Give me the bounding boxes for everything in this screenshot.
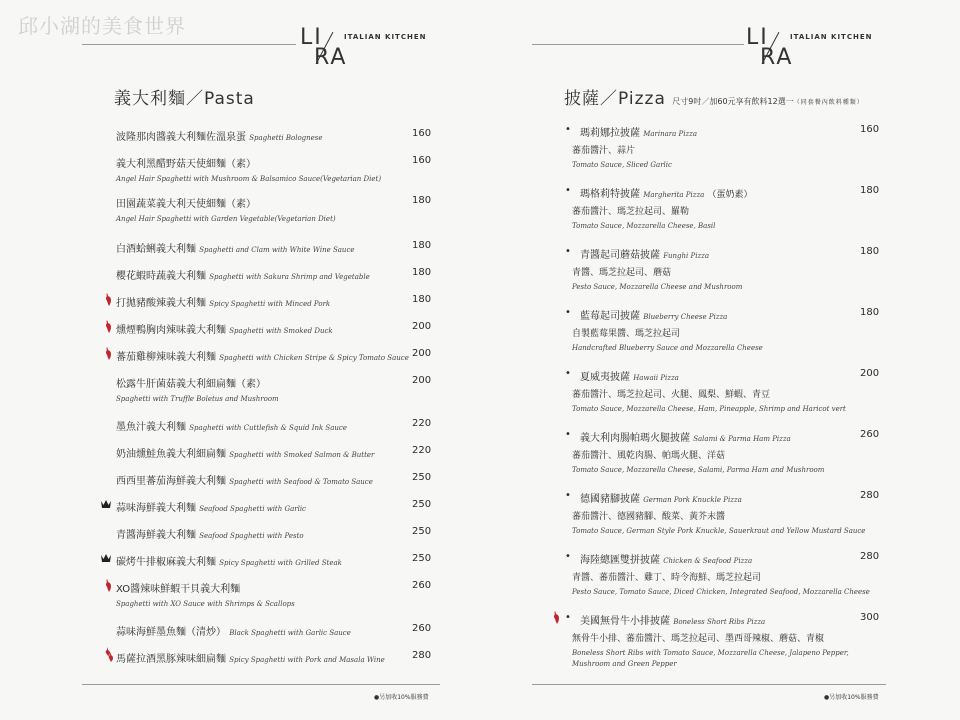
pizza-drink-note: （同套餐內飲料種類） (793, 99, 864, 106)
pasta-item (82, 128, 440, 143)
item-ingredients-zh: 自製藍莓果醬、瑪芝拉起司 (572, 329, 681, 339)
pizza-item (532, 246, 886, 291)
pasta-item (82, 650, 440, 665)
pizza-item (532, 368, 886, 413)
pizza-page (532, 0, 886, 720)
section-title-pizza (564, 84, 864, 109)
item-name-zh: 義大利黑醋野菇天使細麵（素） (116, 159, 256, 170)
item-name-en: Spaghetti with Cuttlefish & Squid Ink Sauce (189, 424, 347, 432)
bullet-icon: • (565, 185, 571, 196)
item-price: 300 (860, 612, 880, 623)
item-ingredients-zh: 蕃茄醬汁、蒜片 (572, 146, 636, 156)
item-name-en: Spaghetti Bolognese (249, 134, 323, 142)
item-name-en: Black Spaghetti with Garlic Sauce (229, 629, 351, 637)
item-name-zh: 馬薩拉酒黑豚辣味細扁麵 (116, 654, 226, 665)
pasta-item (82, 321, 440, 336)
item-name-zh: 蕃茄雞柳辣味義大利麵 (116, 352, 216, 363)
item-name-en: Spicy Spaghetti with Grilled Steak (219, 559, 342, 567)
item-ingredients-en: Tomato Sauce, Mozzarella Cheese, Basil (572, 222, 716, 230)
item-ingredients-zh: 蕃茄醬汁、瑪芝拉起司、火腿、鳳梨、鮮蝦、青豆 (572, 390, 771, 400)
item-price: 280 (860, 551, 880, 562)
logo-mark-bottom: RA (314, 45, 348, 70)
item-ingredients-en: Pesto Sauce, Tomato Sauce, Diced Chicken, Integrated Seafood, Mozzarella Cheese (572, 588, 870, 596)
item-ingredients-en: Pesto Sauce, Mozzarella Cheese and Mushroom (572, 283, 743, 291)
item-name-zh: 碳烤牛排椒麻義大利麵 (116, 557, 216, 568)
item-price: 250 (412, 472, 432, 483)
item-name-en: Angel Hair Spaghetti with Garden Vegetable(Vegetarian Diet) (116, 215, 336, 223)
pizza-item (532, 490, 886, 535)
pizza-item (532, 124, 886, 169)
pizza-title: 披薩／Pizza (564, 89, 666, 109)
pasta-item (82, 418, 440, 433)
item-name-en: Seafood Spaghetti with Pesto (199, 532, 304, 540)
item-name-en: Spaghetti with Truffle Boletus and Mushroom (116, 395, 279, 403)
logo-subtitle: ITALIAN KITCHEN (344, 33, 427, 41)
item-name-zh: 蒜味海鮮義大利麵 (116, 503, 196, 514)
service-charge-note: ●另加收10%服務費 (374, 694, 429, 701)
item-name-en: Seafood Spaghetti with Garlic (199, 505, 306, 513)
item-price: 200 (412, 321, 432, 332)
item-name-en: Hawaii Pizza (633, 374, 679, 382)
pizza-item (532, 307, 886, 352)
chili-icon (552, 611, 560, 624)
item-name-zh: 瑪格莉特披薩 (580, 189, 640, 200)
item-ingredients-en: Tomato Sauce, Mozzarella Cheese, Ham, Pineapple, Shrimp and Haricot vert (572, 405, 846, 413)
item-price: 180 (412, 240, 432, 251)
bullet-icon: • (565, 490, 571, 501)
service-charge-note: ●另加收10%服務費 (824, 694, 879, 701)
crown-icon (100, 553, 112, 563)
item-price: 180 (860, 307, 880, 318)
item-name-zh: 義大利肉腸帕瑪火腿披薩 (580, 433, 690, 444)
double-chili-icon (104, 647, 114, 662)
pasta-item (82, 375, 440, 403)
item-name-zh: 白酒蛤蜊義大利麵 (116, 244, 196, 255)
item-name-en: Spaghetti and Clam with White Wine Sauce (199, 246, 355, 254)
item-name-zh: XO醬辣味鮮蝦干貝義大利麵 (116, 584, 241, 595)
item-price: 220 (412, 445, 432, 456)
item-name-zh: 海陸總匯雙拼披薩 (580, 555, 660, 566)
item-name-en: Blueberry Cheese Pizza (643, 313, 728, 321)
item-ingredients-en: Handcrafted Blueberry Sauce and Mozzarella Cheese (572, 344, 763, 352)
bottom-rule (532, 684, 886, 685)
item-name-en: Funghi Pizza (663, 252, 710, 260)
pasta-item (82, 155, 440, 183)
item-ingredients-en: Boneless Short Ribs with Tomato Sauce, Mozzarella Cheese, Jalapeno Pepper, (572, 649, 849, 657)
item-name-en: Marinara Pizza (643, 130, 698, 138)
item-price: 160 (860, 124, 880, 135)
pizza-size-note: 尺寸9吋／加60元享有飲料12選一 (672, 97, 794, 106)
item-name-en: Chicken & Seafood Pizza (663, 557, 753, 565)
item-name-en: Spicy Spaghetti with Pork and Masala Wine (229, 656, 385, 664)
pizza-item (532, 612, 886, 668)
item-ingredients-en: Tomato Sauce, Mozzarella Cheese, Salami, Parma Ham and Mushroom (572, 466, 825, 474)
item-price: 260 (860, 429, 880, 440)
pasta-item (82, 553, 440, 568)
item-name-en: Spaghetti with Smoked Duck (229, 327, 333, 335)
item-price: 160 (412, 155, 432, 166)
item-name-en: Spaghetti with Smoked Salmon & Butter (229, 451, 375, 459)
item-name-en: Margherita Pizza (643, 191, 705, 199)
item-price: 250 (412, 553, 432, 564)
item-name-zh: 櫻花蝦時蔬義大利麵 (116, 271, 206, 282)
item-price: 200 (412, 375, 432, 386)
item-price: 250 (412, 499, 432, 510)
logo-mark-bottom: RA (760, 45, 794, 70)
item-ingredients-en: Tomato Sauce, Sliced Garlic (572, 161, 672, 169)
item-price: 250 (412, 526, 432, 537)
logo-mark-top: LI (746, 25, 769, 50)
top-rule (82, 44, 296, 45)
item-name-zh: 奶油燻鮭魚義大利細扁麵 (116, 449, 226, 460)
watermark: 邱小湖的美食世界 (18, 14, 186, 38)
item-name-zh: 打拋豬酸辣義大利麵 (116, 298, 206, 309)
item-name-en: Salami & Parma Ham Pizza (693, 435, 791, 443)
bullet-icon: • (565, 368, 571, 379)
item-name-zh: 墨魚汁義大利麵 (116, 422, 186, 433)
item-price: 260 (412, 580, 432, 591)
item-ingredients-zh: 青醬、瑪芝拉起司、蘑菇 (572, 268, 672, 278)
bullet-icon: • (565, 612, 571, 623)
bullet-icon: • (565, 124, 571, 135)
item-name-zh: 波隆那肉醬義大利麵佐溫泉蛋 (116, 132, 246, 143)
item-name-en: German Pork Knuckle Pizza (643, 496, 742, 504)
bullet-icon: • (565, 551, 571, 562)
bullet-icon: • (565, 246, 571, 257)
item-ingredients-zh: 蕃茄醬汁、德國豬腳、酸菜、黃芥末醬 (572, 512, 726, 522)
pasta-item (82, 445, 440, 460)
bottom-rule (82, 684, 440, 685)
top-rule (532, 44, 744, 45)
item-name-zh: 藍莓起司披薩 (580, 311, 640, 322)
pasta-item (82, 499, 440, 514)
item-name-zh: 美國無骨牛小排披薩 (580, 616, 670, 627)
item-price: 200 (412, 348, 432, 359)
brand-logo (300, 25, 427, 70)
chili-icon (104, 293, 112, 306)
chili-icon (104, 320, 112, 333)
item-price: 180 (860, 246, 880, 257)
item-name-zh: 西西里蕃茄海鮮義大利麵 (116, 476, 226, 487)
item-name-en: Spaghetti with XO Sauce with Shrimps & Scallops (116, 600, 295, 608)
item-name-zh: 燻煙鴨胸肉辣味義大利麵 (116, 325, 226, 336)
item-ingredients-en-2: Mushroom and Green Pepper (572, 660, 677, 668)
pasta-item (82, 195, 440, 223)
pasta-item (82, 267, 440, 282)
bullet-icon: • (565, 429, 571, 440)
item-name-zh: 青醬海鮮義大利麵 (116, 530, 196, 541)
item-price: 280 (412, 650, 432, 661)
pasta-item (82, 580, 440, 608)
item-ingredients-zh: 青醬、蕃茄醬汁、雞丁、時令海鮮、瑪芝拉起司 (572, 573, 762, 583)
item-price: 180 (412, 195, 432, 206)
pasta-item (82, 472, 440, 487)
item-name-zh: 瑪莉娜拉披薩 (580, 128, 640, 139)
item-name-zh: 松露牛肝菌菇義大利細扁麵（素） (116, 379, 266, 390)
item-name-en: Spicy Spaghetti with Minced Pork (209, 300, 331, 308)
chili-icon (104, 347, 112, 360)
pasta-item (82, 294, 440, 309)
pizza-item (532, 551, 886, 596)
item-name-en: Boneless Short Ribs Pizza (673, 618, 766, 626)
item-name-en: Spaghetti with Chicken Stripe & Spicy Tomato Sauce (219, 354, 409, 362)
pizza-item (532, 429, 886, 474)
item-name-en: Angel Hair Spaghetti with Mushroom & Balsamico Sauce(Vegetarian Diet) (116, 175, 382, 183)
pasta-item (82, 526, 440, 541)
item-price: 180 (412, 294, 432, 305)
item-name-en: Spaghetti with Sakura Shrimp and Vegetable (209, 273, 370, 281)
chili-icon (104, 579, 112, 592)
item-price: 180 (860, 185, 880, 196)
item-name-en: Spaghetti with Seafood & Tomato Sauce (229, 478, 373, 486)
item-ingredients-zh: 無骨牛小排、蕃茄醬汁、瑪芝拉起司、墨西哥辣椒、蘑菇、青椒 (572, 634, 825, 644)
item-price: 160 (412, 128, 432, 139)
item-ingredients-zh: 蕃茄醬汁、瑪芝拉起司、羅勒 (572, 207, 690, 217)
pasta-item (82, 240, 440, 255)
item-name-zh: 蒜味海鮮墨魚麵（清炒） (116, 627, 226, 638)
item-price: 180 (412, 267, 432, 278)
item-name-zh: 夏威夷披薩 (580, 372, 630, 383)
section-title-pasta: 義大利麵／Pasta (114, 89, 255, 109)
bullet-icon: • (565, 307, 571, 318)
pizza-item (532, 185, 886, 230)
item-name-zh: 青醬起司蘑菇披薩 (580, 250, 660, 261)
item-price: 220 (412, 418, 432, 429)
item-name-zh: 田園蔬菜義大利天使細麵（素） (116, 199, 256, 210)
brand-logo (746, 25, 873, 70)
logo-mark-top: LI (300, 25, 323, 50)
item-ingredients-zh: 蕃茄醬汁、風乾肉腸、帕瑪火腿、洋菇 (572, 451, 726, 461)
item-tag: （蛋奶素） (707, 190, 753, 200)
pasta-item (82, 623, 440, 638)
item-price: 200 (860, 368, 880, 379)
crown-icon (100, 499, 112, 509)
logo-subtitle: ITALIAN KITCHEN (790, 33, 873, 41)
item-price: 280 (860, 490, 880, 501)
item-name-zh: 德國豬腳披薩 (580, 494, 640, 505)
item-ingredients-en: Tomato Sauce, German Style Pork Knuckle, Sauerkraut and Yellow Mustard Sauce (572, 527, 866, 535)
item-price: 260 (412, 623, 432, 634)
pasta-page (82, 0, 440, 720)
pasta-item (82, 348, 440, 363)
